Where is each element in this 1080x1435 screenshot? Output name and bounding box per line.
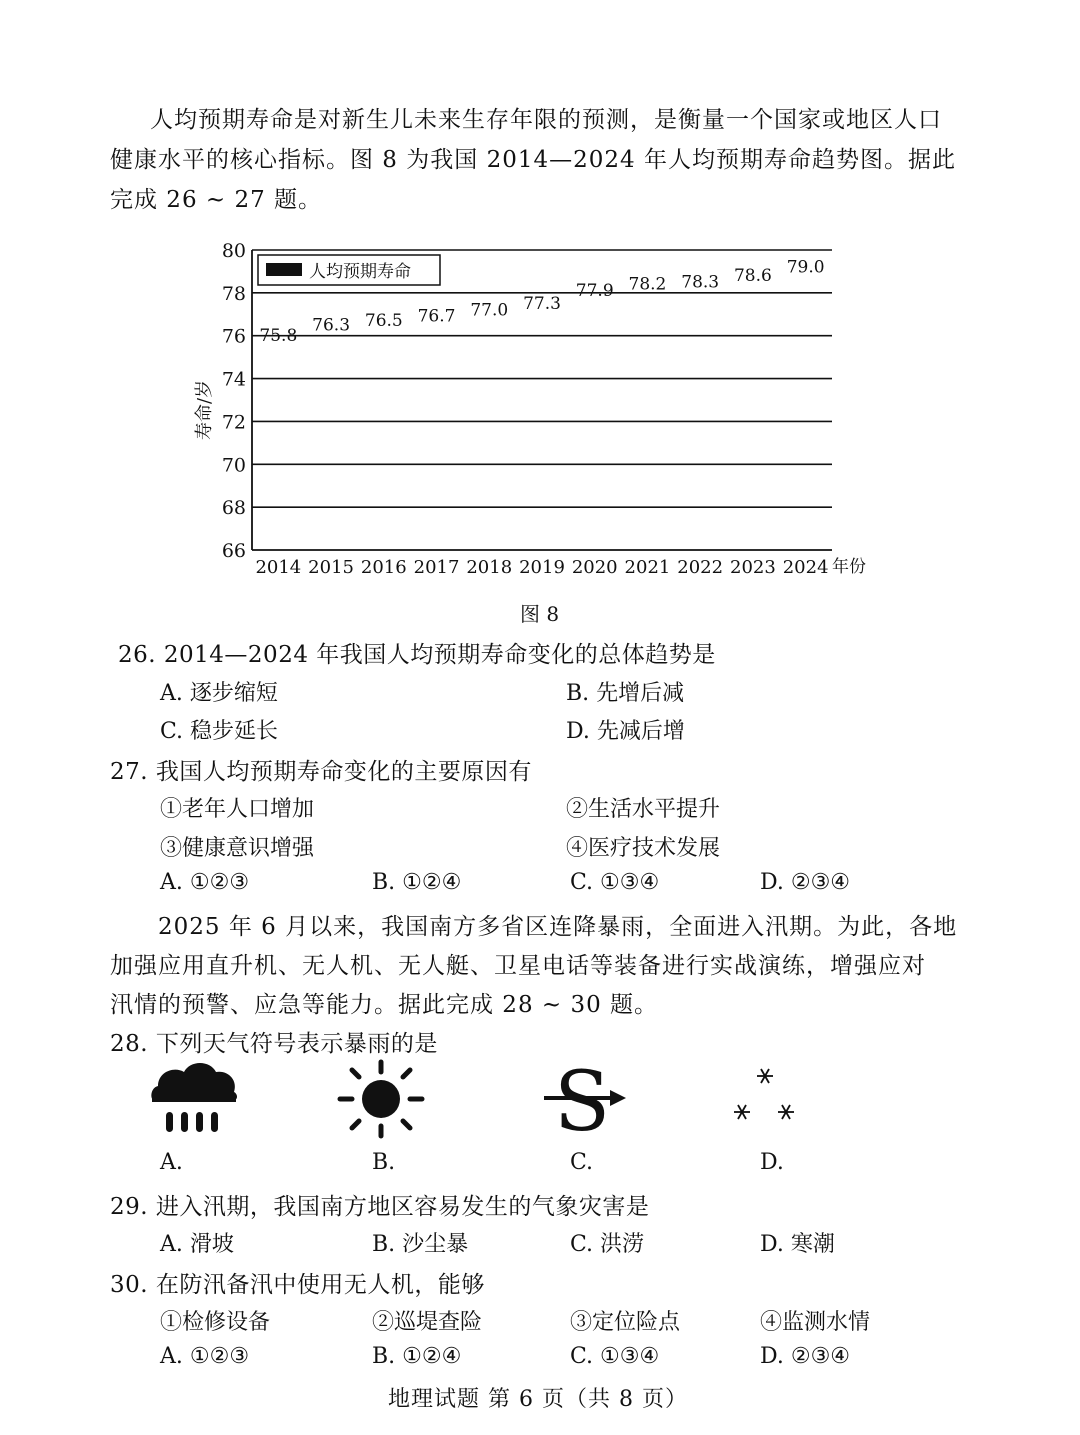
life-expectancy-chart	[0, 230, 1080, 590]
value-label-2024: 79.0	[786, 257, 825, 278]
page-footer: 地理试题 第 6 页（共 8 页）	[388, 1387, 688, 1412]
q30-option-d[interactable]: D. ②③④	[760, 1344, 851, 1369]
q30-option-a[interactable]: A. ①②③	[160, 1344, 250, 1369]
q30-item-4: ④监测水情	[760, 1310, 871, 1335]
x-tick-2021: 2021	[624, 557, 671, 578]
intro1-line-1: 人均预期寿命是对新生儿未来生存年限的预测，是衡量一个国家或地区人口	[150, 107, 942, 133]
y-axis-label: 寿命/岁	[194, 379, 215, 440]
q27-item-3: ③健康意识增强	[160, 836, 315, 861]
q29-stem: 29. 进入汛期，我国南方地区容易发生的气象灾害是	[110, 1194, 650, 1220]
y-tick-66: 66	[221, 540, 246, 562]
intro1-line-2: 健康水平的核心指标。图 8 为我国 2014—2024 年人均预期寿命趋势图。据此	[110, 147, 956, 173]
q28-option-b[interactable]: B.	[372, 1150, 396, 1175]
q30-stem: 30. 在防汛备汛中使用无人机，能够	[110, 1272, 485, 1298]
y-tick-74: 74	[221, 368, 246, 391]
q27-option-d[interactable]: D. ②③④	[760, 870, 851, 895]
x-axis-label: 年份	[832, 557, 866, 577]
value-label-2015: 76.3	[312, 315, 351, 336]
svg-text:S: S	[554, 1058, 611, 1140]
x-tick-2020: 2020	[571, 557, 618, 578]
x-tick-2023: 2023	[730, 557, 776, 578]
chart-x-ticks	[255, 557, 828, 578]
q28-option-a[interactable]: A.	[160, 1150, 183, 1175]
value-label-2022: 78.3	[681, 272, 720, 293]
q27-item-2: ②生活水平提升	[566, 797, 721, 822]
value-label-2014: 75.8	[259, 326, 298, 346]
heavy-rain-icon	[148, 1058, 240, 1142]
q27-item-4: ④医疗技术发展	[566, 836, 721, 861]
value-label-2023: 78.6	[733, 266, 772, 286]
y-tick-68: 68	[221, 497, 246, 520]
x-tick-2024: 2024	[782, 557, 829, 578]
intro2-line-1: 2025 年 6 月以来，我国南方多省区连降暴雨，全面进入汛期。为此，各地	[158, 914, 958, 940]
intro1-line-3: 完成 26 ~ 27 题。	[110, 187, 323, 213]
q30-option-c[interactable]: C. ①③④	[570, 1344, 660, 1369]
chart-legend	[258, 255, 440, 285]
x-tick-2017: 2017	[413, 557, 460, 578]
q27-option-a[interactable]: A. ①②③	[160, 870, 250, 895]
value-label-2019: 77.3	[523, 293, 561, 314]
y-tick-80: 80	[221, 240, 246, 262]
q27-option-b[interactable]: B. ①②④	[372, 870, 462, 895]
x-tick-2015: 2015	[308, 557, 354, 578]
x-tick-2016: 2016	[360, 557, 407, 578]
value-label-2018: 77.0	[470, 300, 509, 321]
value-label-2017: 76.7	[417, 306, 456, 327]
q29-option-d[interactable]: D. 寒潮	[760, 1232, 835, 1257]
intro2-line-3: 汛情的预警、应急等能力。据此完成 28 ~ 30 题。	[110, 992, 659, 1018]
q26-option-d[interactable]: D. 先减后增	[566, 719, 685, 744]
q27-stem: 27. 我国人均预期寿命变化的主要原因有	[110, 759, 532, 785]
q28-stem: 28. 下列天气符号表示暴雨的是	[110, 1031, 438, 1057]
y-tick-78: 78	[221, 282, 246, 305]
x-tick-2018: 2018	[466, 557, 513, 578]
x-tick-2022: 2022	[677, 557, 724, 578]
chart-gridlines	[252, 250, 832, 507]
value-label-2021: 78.2	[628, 274, 667, 295]
q27-option-c[interactable]: C. ①③④	[570, 870, 660, 895]
value-label-2016: 76.5	[364, 311, 403, 331]
figure-caption: 图 8	[520, 602, 560, 626]
q26-option-b[interactable]: B. 先增后减	[566, 681, 685, 706]
q27-item-1: ①老年人口增加	[160, 797, 315, 822]
intro2-line-2: 加强应用直升机、无人机、无人艇、卫星电话等装备进行实战演练，增强应对	[110, 953, 926, 979]
x-tick-2014: 2014	[255, 557, 302, 578]
q28-option-c[interactable]: C.	[570, 1150, 594, 1175]
y-tick-70: 70	[221, 454, 246, 477]
q30-item-1: ①检修设备	[160, 1310, 271, 1335]
q30-item-3: ③定位险点	[570, 1310, 681, 1335]
q26-option-a[interactable]: A. 逐步缩短	[160, 681, 278, 706]
q29-option-c[interactable]: C. 洪涝	[570, 1232, 645, 1257]
sandstorm-icon	[540, 1058, 630, 1140]
value-label-2020: 77.9	[575, 281, 614, 301]
q28-option-d[interactable]: D.	[760, 1150, 784, 1175]
sun-icon	[336, 1058, 426, 1140]
q26-stem: 26. 2014—2024 年我国人均预期寿命变化的总体趋势是	[118, 642, 716, 668]
q30-option-b[interactable]: B. ①②④	[372, 1344, 462, 1369]
q29-option-a[interactable]: A. 滑坡	[160, 1232, 234, 1257]
q26-option-c[interactable]: C. 稳步延长	[160, 719, 279, 744]
chart-y-ticks	[222, 240, 246, 562]
snow-icon	[726, 1062, 804, 1136]
legend-swatch	[266, 263, 302, 276]
legend-label: 人均预期寿命	[309, 262, 411, 282]
x-tick-2019: 2019	[519, 557, 565, 578]
q29-option-b[interactable]: B. 沙尘暴	[372, 1232, 469, 1257]
y-tick-72: 72	[221, 411, 246, 434]
y-tick-76: 76	[221, 325, 246, 348]
q30-item-2: ②巡堤查险	[372, 1310, 483, 1335]
